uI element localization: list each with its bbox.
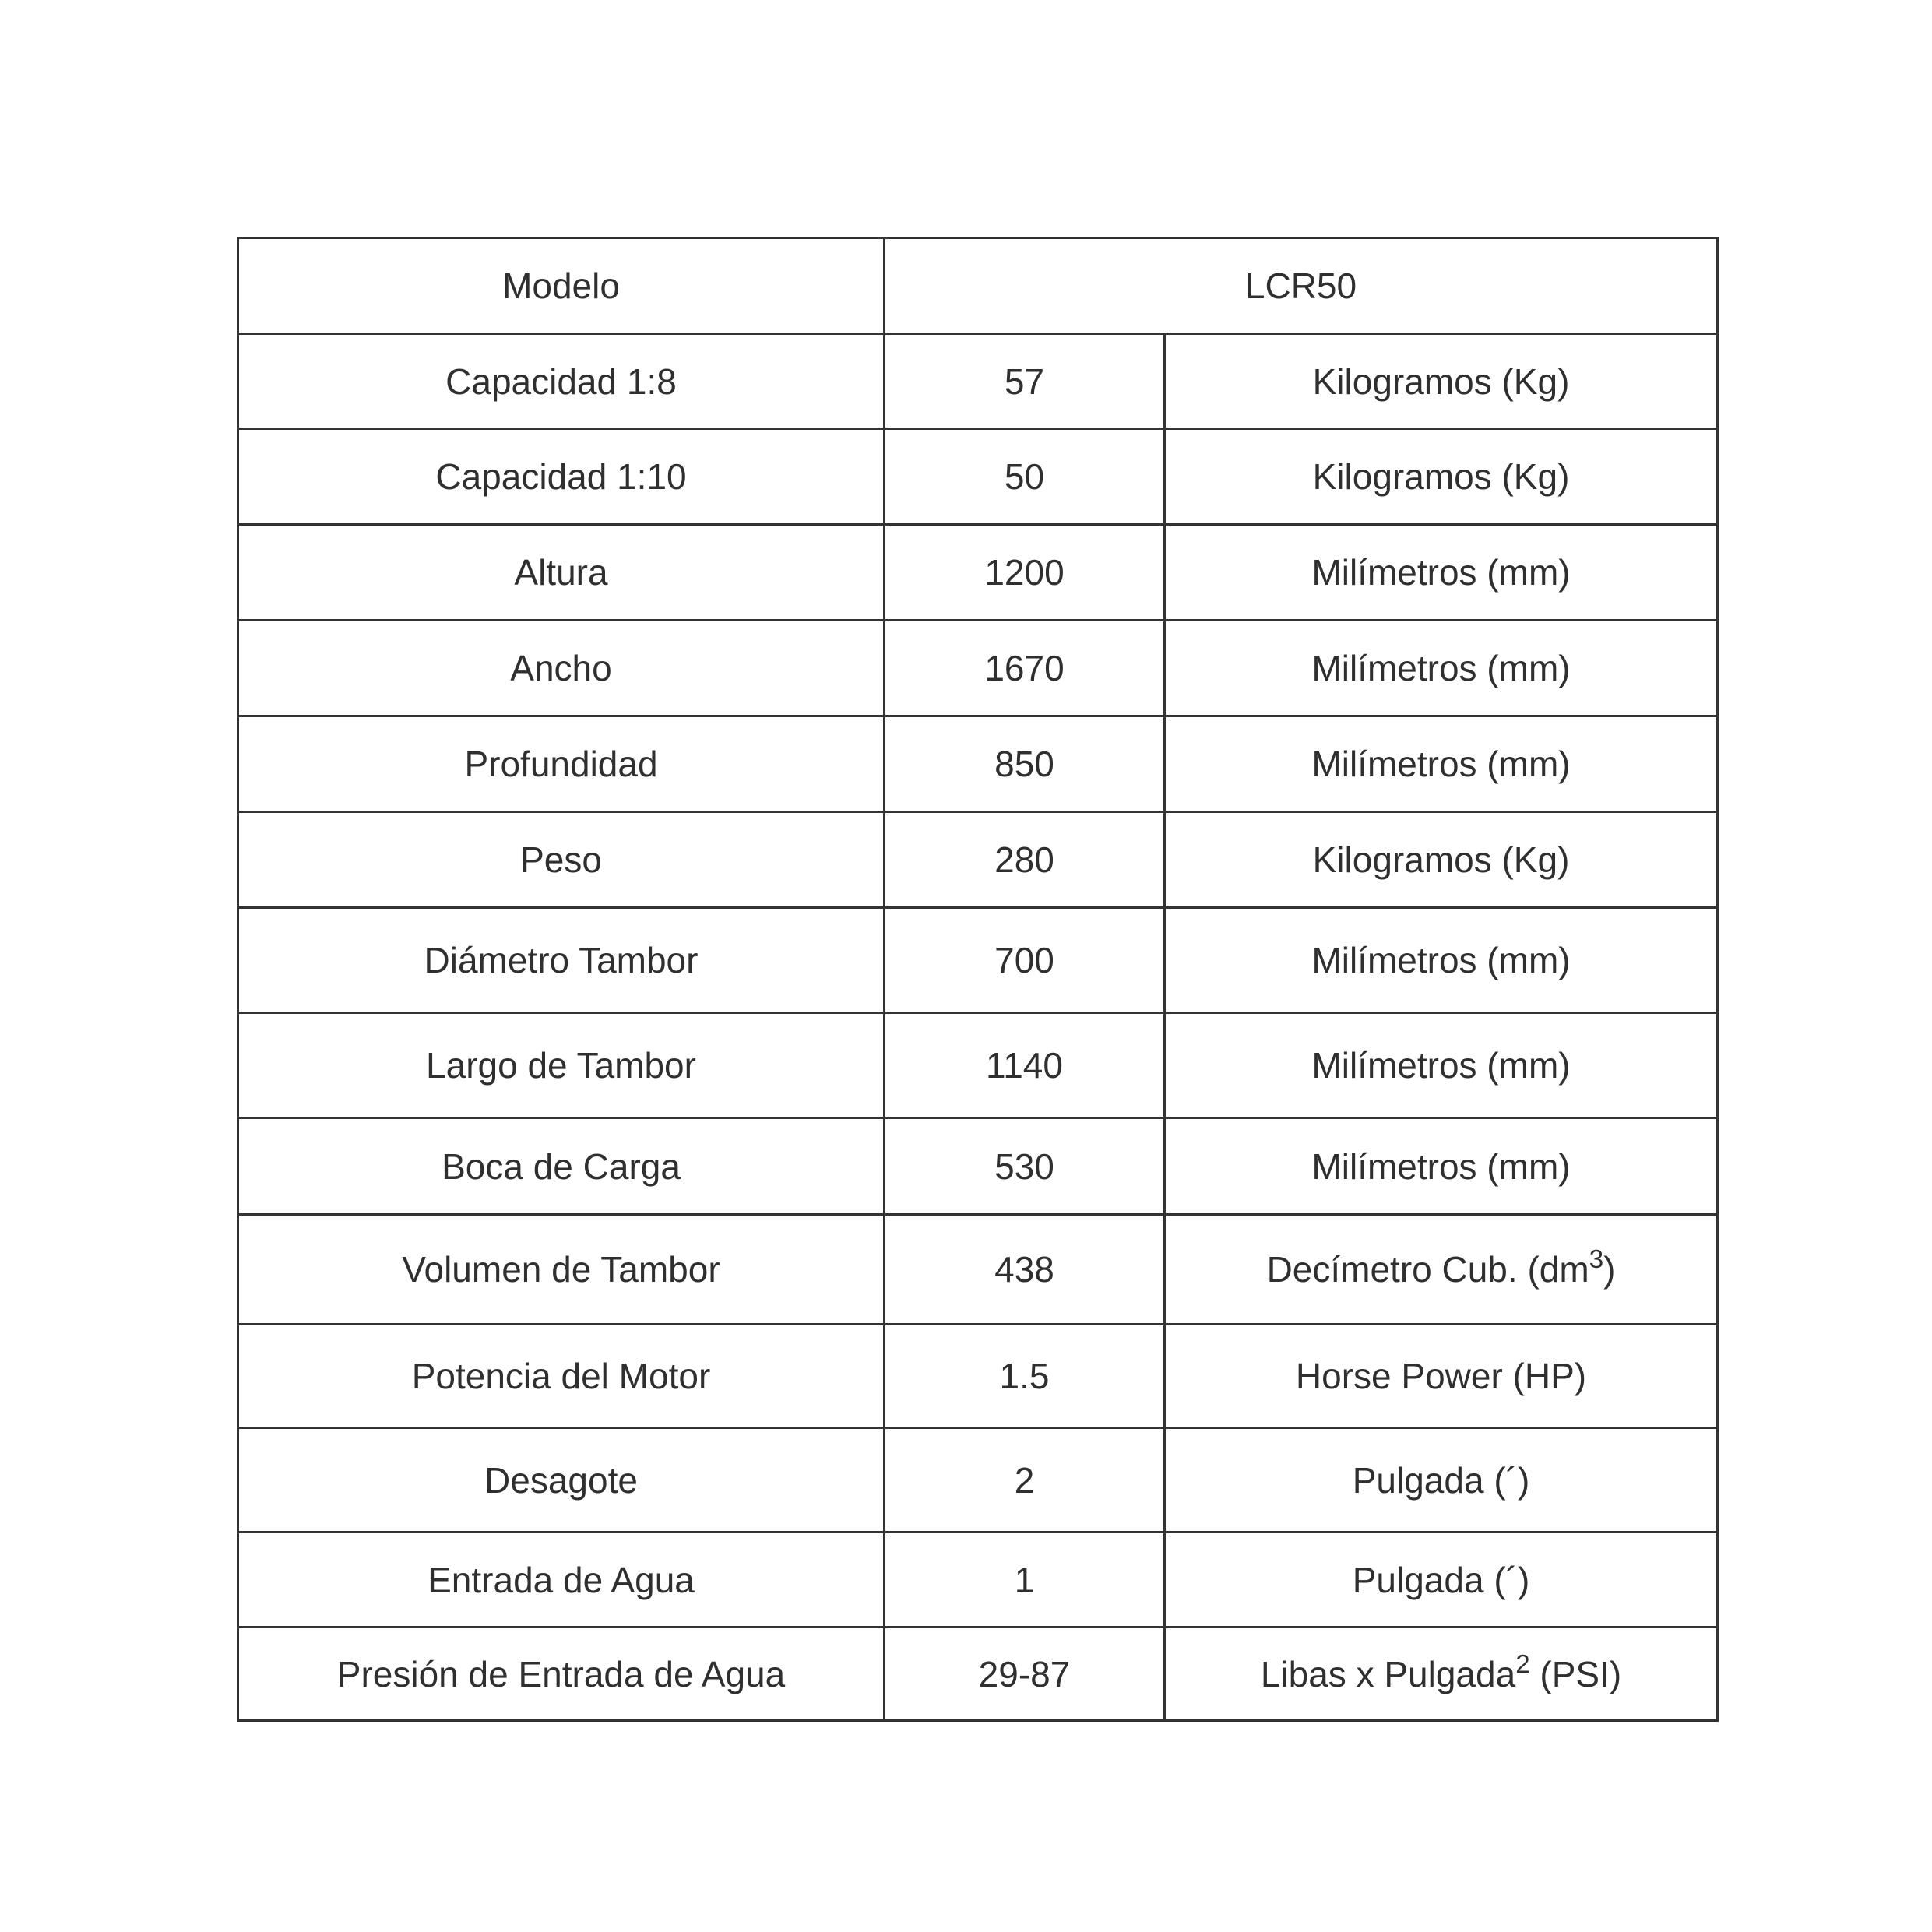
spec-value: 50 xyxy=(885,429,1165,525)
table-row xyxy=(238,908,1718,1013)
spec-value: 1 xyxy=(885,1533,1165,1628)
spec-label: Ancho xyxy=(238,621,885,716)
spec-value: 850 xyxy=(885,716,1165,812)
spec-label: Capacidad 1:10 xyxy=(238,429,885,525)
header-model-cell: LCR50 xyxy=(885,238,1718,334)
table-row xyxy=(238,1215,1718,1325)
spec-label: Desagote xyxy=(238,1428,885,1533)
spec-unit: Kilogramos (Kg) xyxy=(1165,812,1718,908)
table-row xyxy=(238,1628,1718,1721)
table-row xyxy=(238,1325,1718,1428)
spec-label: Presión de Entrada de Agua xyxy=(238,1628,885,1721)
table-row xyxy=(238,1428,1718,1533)
spec-label: Altura xyxy=(238,525,885,621)
spec-label: Largo de Tambor xyxy=(238,1013,885,1118)
table-row xyxy=(238,716,1718,812)
spec-label: Peso xyxy=(238,812,885,908)
table-row xyxy=(238,1013,1718,1118)
header-row xyxy=(238,238,1718,334)
spec-value: 700 xyxy=(885,908,1165,1013)
spec-value: 530 xyxy=(885,1118,1165,1215)
spec-label: Volumen de Tambor xyxy=(238,1215,885,1325)
table-row xyxy=(238,621,1718,716)
spec-value: 57 xyxy=(885,334,1165,429)
table-row xyxy=(238,812,1718,908)
table-row xyxy=(238,429,1718,525)
spec-unit: Kilogramos (Kg) xyxy=(1165,429,1718,525)
spec-unit: Decímetro Cub. $(dm^3)$ xyxy=(1165,1215,1718,1325)
spec-unit: Milímetros (mm) xyxy=(1165,621,1718,716)
spec-value: 29-87 xyxy=(885,1628,1165,1721)
spec-unit: Milímetros (mm) xyxy=(1165,1118,1718,1215)
spec-unit: Horse Power (HP) xyxy=(1165,1325,1718,1428)
spec-unit: Milímetros (mm) xyxy=(1165,908,1718,1013)
spec-value: 1670 xyxy=(885,621,1165,716)
spec-value: 438 xyxy=(885,1215,1165,1325)
spec-label: Capacidad 1:8 xyxy=(238,334,885,429)
spec-unit: Pulgada (´) xyxy=(1165,1428,1718,1533)
table-row xyxy=(238,334,1718,429)
spec-unit: Milímetros (mm) xyxy=(1165,1013,1718,1118)
spec-label: Diámetro Tambor xyxy=(238,908,885,1013)
spec-label: Entrada de Agua xyxy=(238,1533,885,1628)
spec-unit: Libas x Pulgada$^2$ (PSI) xyxy=(1165,1628,1718,1721)
table-row xyxy=(238,1118,1718,1215)
spec-unit: Milímetros (mm) xyxy=(1165,716,1718,812)
table-row xyxy=(238,1533,1718,1628)
spec-value: 280 xyxy=(885,812,1165,908)
spec-label: Potencia del Motor xyxy=(238,1325,885,1428)
spec-value: 2 xyxy=(885,1428,1165,1533)
spec-value: 1200 xyxy=(885,525,1165,621)
header-label-cell: Modelo xyxy=(238,238,885,334)
spec-label: Profundidad xyxy=(238,716,885,812)
spec-value: 1140 xyxy=(885,1013,1165,1118)
table-row xyxy=(238,525,1718,621)
spec-unit: Pulgada (´) xyxy=(1165,1533,1718,1628)
spec-label: Boca de Carga xyxy=(238,1118,885,1215)
specifications-table xyxy=(237,237,1719,1722)
spec-unit: Milímetros (mm) xyxy=(1165,525,1718,621)
spec-unit: Kilogramos (Kg) xyxy=(1165,334,1718,429)
spec-value: 1.5 xyxy=(885,1325,1165,1428)
